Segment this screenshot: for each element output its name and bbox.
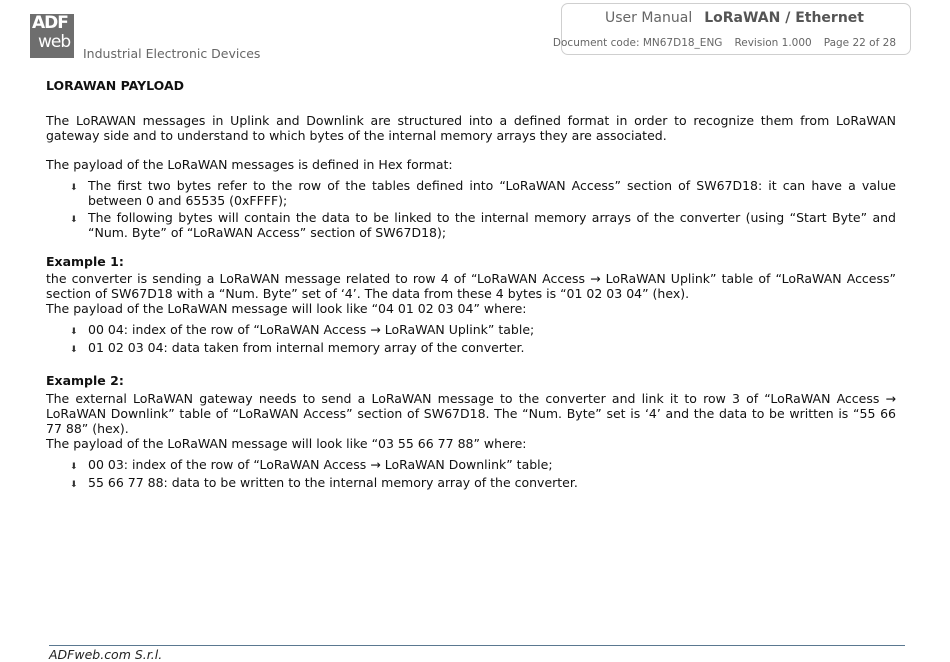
revision: Revision 1.000 xyxy=(734,37,812,49)
list-item: ⬇ 55 66 77 88: data to be written to the internal memory array of the converter. xyxy=(46,475,896,490)
bullet-icon: ⬇ xyxy=(70,183,78,193)
example1-payload: The payload of the LoRaWAN message will look like “04 01 02 03 04” where: xyxy=(46,301,527,316)
list-item: ⬇ The following bytes will contain the data to be linked to the internal memory arrays of the converter (using “Start Byte” and “Num. Byte” of “LoRaWAN Access” section of SW67D18); xyxy=(70,210,896,240)
example1-text: the converter is sending a LoRaWAN message related to row 4 of “LoRaWAN Access → LoRaWAN Uplink” table of “LoRaWAN Access” section of SW67D18 with a “Num. Byte” set of ‘4’. The data from these 4 bytes is “01 02 03 04” (hex). xyxy=(46,271,896,301)
document-code: Document code: MN67D18_ENG xyxy=(552,37,723,49)
example1-title: Example 1: xyxy=(46,254,124,269)
format-list xyxy=(46,178,896,240)
example2-list xyxy=(46,457,896,490)
bullet-icon: ⬇ xyxy=(70,215,78,225)
page-number: Page 22 of 28 xyxy=(823,37,896,49)
document-header-box xyxy=(552,3,911,55)
example1-list xyxy=(46,322,896,355)
list-item: ⬇ 00 04: index of the row of “LoRaWAN Access → LoRaWAN Uplink” table; xyxy=(46,322,896,337)
footer-company: ADFweb.com S.r.l. xyxy=(49,647,163,662)
document-meta xyxy=(541,37,896,49)
example2-payload: The payload of the LoRaWAN message will look like “03 55 66 77 88” where: xyxy=(46,436,527,451)
document-title xyxy=(605,10,864,26)
bullet-icon: ⬇ xyxy=(70,480,78,490)
logo-text-bottom: web xyxy=(38,32,71,52)
company-logo xyxy=(30,14,74,58)
company-tagline: Industrial Electronic Devices xyxy=(83,46,261,61)
list-item: ⬇ The first two bytes refer to the row of the tables defined into “LoRaWAN Access” section of SW67D18: it can have a value between 0 and 65535 (0xFFFF); xyxy=(70,178,896,208)
bullet-icon: ⬇ xyxy=(70,345,78,355)
list-item: ⬇ 01 02 03 04: data taken from internal memory array of the converter. xyxy=(46,340,896,355)
example2-text: The external LoRaWAN gateway needs to send a LoRaWAN message to the converter and link it to row 3 of “LoRaWAN Access → LoRaWAN Downlink” table of “LoRaWAN Access” section of SW67D18. The “Num. Byte” set is ‘4’ and the data to be written is “55 66 77 88” (hex). xyxy=(46,391,896,436)
list-item: ⬇ 00 03: index of the row of “LoRaWAN Access → LoRaWAN Downlink” table; xyxy=(46,457,896,472)
example2-title: Example 2: xyxy=(46,373,124,388)
format-intro: The payload of the LoRaWAN messages is defined in Hex format: xyxy=(46,157,453,172)
intro-paragraph: The LoRAWAN messages in Uplink and Downlink are structured into a defined format in order to recognize them from LoRaWAN gateway side and to understand to which bytes of the internal memory arrays they are associated. xyxy=(46,113,896,143)
doc-type: User Manual xyxy=(604,10,693,26)
bullet-icon: ⬇ xyxy=(70,327,78,337)
bullet-icon: ⬇ xyxy=(70,462,78,472)
section-title: LORAWAN PAYLOAD xyxy=(46,78,185,93)
page-content xyxy=(46,78,896,493)
product-name: LoRaWAN / Ethernet xyxy=(704,10,864,26)
logo-text-top: ADF xyxy=(32,13,68,33)
footer-divider xyxy=(49,645,905,646)
